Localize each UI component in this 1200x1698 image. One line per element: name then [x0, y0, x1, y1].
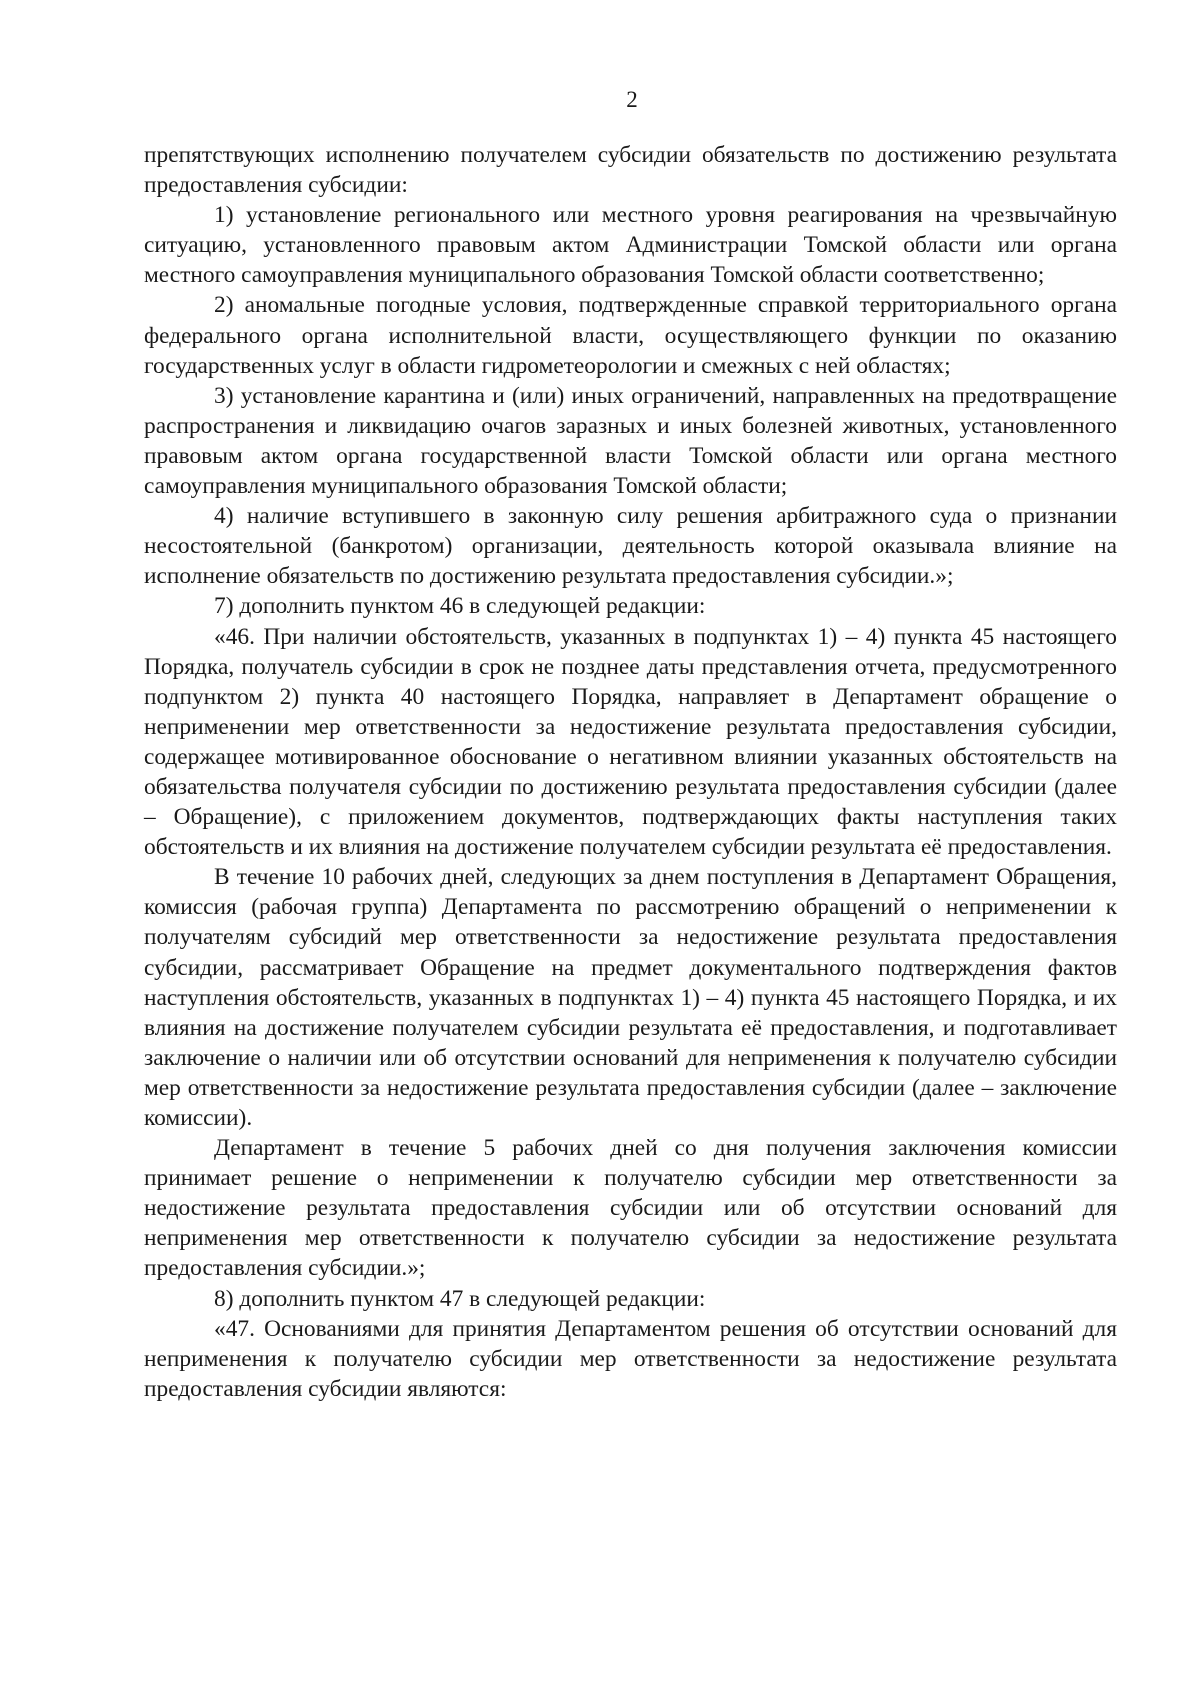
paragraph: 3) установление карантина и (или) иных ограничений, направленных на предотвращение распространения и ликвидацию очагов заразных и иных болезней животных, установленного правовым актом органа государственной власти Томской области или органа местного самоуправления муниципального образования Томской области; — [144, 382, 1117, 500]
paragraph: 1) установление регионального или местного уровня реагирования на чрезвычайную ситуацию, установленного правовым актом Администрации Томской области или органа местного самоуправления муниципального образования Томской области соответственно; — [144, 202, 1117, 289]
paragraph: В течение 10 рабочих дней, следующих за днем поступления в Департамент Обращения, комиссия (рабочая группа) Департамента по рассмотрению обращений о неприменении к получателям субсидий мер ответственности за недостижение результата предоставления субсидии, рассматривает Обращение на предмет документального подтверждения фактов наступления обстоятельств, указанных в подпунктах 1) – 4) пункта 45 настоящего Порядка, и их влияния на достижение получателем субсидии результата её предоставления, и подготавливает заключение о наличии или об отсутствии оснований для неприменения к получателю субсидии мер ответственности за недостижение результата предоставления субсидии (далее – заключение комиссии). — [144, 864, 1117, 1131]
page-number: 2 — [626, 87, 638, 112]
paragraph: 7) дополнить пунктом 46 в следующей редакции: — [214, 593, 706, 620]
paragraph: «47. Основаниями для принятия Департаментом решения об отсутствии оснований для неприменения к получателю субсидии мер ответственности за недостижение результата предоставления субсидии являются: — [144, 1315, 1117, 1402]
paragraph: 2) аномальные погодные условия, подтвержденные справкой территориального органа федерального органа исполнительной власти, осуществляющего функции по оказанию государственных услуг в области гидрометеорологии и смежных с ней областях; — [144, 292, 1117, 379]
paragraph: препятствующих исполнению получателем субсидии обязательств по достижению результата предоставления субсидии: — [144, 142, 1117, 199]
paragraph: 4) наличие вступившего в законную силу решения арбитражного суда о признании несостоятельной (банкротом) организации, деятельность которой оказывала влияние на исполнение обязательств по достижению результата предоставления субсидии.»; — [144, 503, 1117, 590]
paragraph: Департамент в течение 5 рабочих дней со дня получения заключения комиссии принимает решение о неприменении к получателю субсидии мер ответственности за недостижение результата предоставления субсидии или об отсутствии оснований для неприменения мер ответственности к получателю субсидии за недостижение результата предоставления субсидии.»; — [144, 1135, 1117, 1282]
paragraph: «46. При наличии обстоятельств, указанных в подпунктах 1) – 4) пункта 45 настоящего Порядка, получатель субсидии в срок не позднее даты представления отчета, предусмотренного подпунктом 2) пункта 40 настоящего Порядка, направляет в Департамент обращение о неприменении мер ответственности за недостижение результата предоставления субсидии, содержащее мотивированное обоснование о негативном влиянии указанных обстоятельств на обязательства получателя субсидии по достижению результата предоставления субсидии (далее – Обращение), с приложением документов, подтверждающих факты наступления таких обстоятельств и их влияния на достижение получателем субсидии результата её предоставления. — [144, 623, 1117, 861]
paragraph: 8) дополнить пунктом 47 в следующей редакции: — [214, 1285, 706, 1312]
document-body — [144, 140, 1117, 1404]
